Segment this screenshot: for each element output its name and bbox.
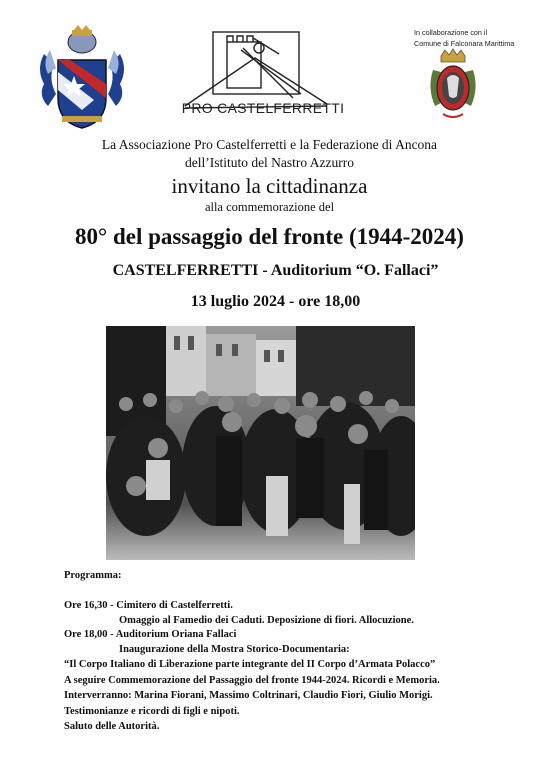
intro-line-1: La Associazione Pro Castelferretti e la Federazione di Ancona	[101, 137, 438, 152]
program-heading: Programma:	[64, 570, 122, 581]
program-line: “Il Corpo Italiano di Liberazione parte integrante del II Corpo d’Armata Polacco”	[64, 659, 436, 670]
historical-crowd-photo	[106, 326, 415, 560]
program-line: Ore 18,00 - Auditorium Oriana Fallaci	[64, 629, 237, 640]
program-line: Inaugurazione della Mostra Storico-Documentaria:	[119, 644, 350, 655]
falconara-coat-of-arms-icon	[423, 48, 483, 124]
collaboration-municipality: Comune di Falconara Marittima	[414, 39, 515, 48]
collaboration-label: In collaborazione con il	[414, 28, 488, 37]
commemoration-line: alla commemorazione del	[204, 200, 335, 214]
event-location: CASTELFERRETTI - Auditorium “O. Fallaci”	[112, 262, 439, 279]
logo-text: PRO CASTELFERRETTI	[181, 100, 345, 116]
intro-line-2: dell’Istituto del Nastro Azzurro	[184, 155, 355, 170]
program-line: A seguire Commemorazione del Passaggio del fronte 1944-2024. Ricordi e Memoria.	[64, 675, 440, 686]
program-line: Omaggio al Famedio dei Caduti. Deposizione di fiori. Allocuzione.	[119, 615, 414, 626]
event-title: 80° del passaggio del fronte (1944-2024)	[75, 224, 464, 249]
invite-heading: invitano la cittadinanza	[171, 174, 368, 198]
nastro-azzurro-crest-icon	[34, 24, 130, 132]
event-datetime: 13 luglio 2024 - ore 18,00	[190, 293, 361, 310]
program-line: Testimonianze e ricordi di figli e nipoti.	[64, 706, 240, 717]
program-line: Interverranno: Marina Fiorani, Massimo Coltrinari, Claudio Fiori, Giulio Morigi.	[64, 690, 433, 701]
program-line: Ore 16,30 - Cimitero di Castelferretti.	[64, 600, 233, 611]
program-line: Saluto delle Autorità.	[64, 721, 160, 732]
